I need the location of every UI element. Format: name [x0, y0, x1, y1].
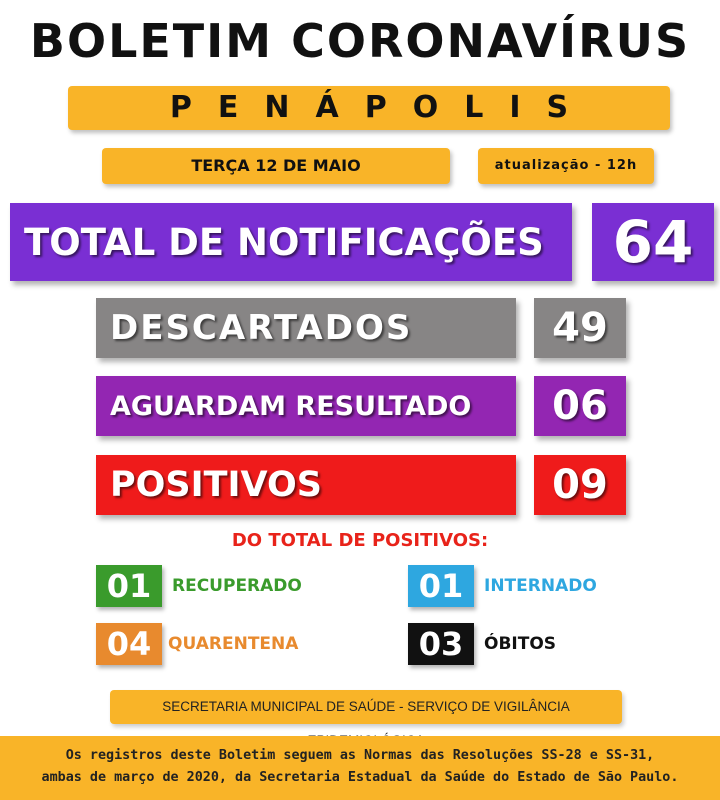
discarded-value: 49	[534, 298, 626, 358]
awaiting-result-label: AGUARDAM RESULTADO	[96, 376, 516, 436]
hospitalized-label: INTERNADO	[484, 576, 597, 596]
recovered-value: 01	[96, 565, 162, 607]
positive-value: 09	[534, 455, 626, 515]
positives-breakdown-heading: DO TOTAL DE POSITIVOS:	[231, 530, 489, 551]
regulation-footer	[0, 736, 720, 800]
regulation-note-line-1: Os registros deste Boletim seguem as Normas das Resoluções SS-28 e SS-31,	[65, 748, 655, 763]
update-time-label: atualização - 12h	[478, 148, 654, 184]
awaiting-result-value: 06	[534, 376, 626, 436]
discarded-label: DESCARTADOS	[96, 298, 516, 358]
recovered-label: RECUPERADO	[172, 576, 302, 596]
health-department-banner: SECRETARIA MUNICIPAL DE SAÚDE - SERVIÇO DE VIGILÂNCIA	[110, 690, 622, 724]
city-banner: PENÁPOLIS	[68, 86, 670, 130]
total-notifications-label: TOTAL DE NOTIFICAÇÕES	[10, 203, 572, 281]
deaths-value: 03	[408, 623, 474, 665]
quarantine-value: 04	[96, 623, 162, 665]
quarantine-label: QUARENTENA	[168, 634, 299, 654]
bulletin-title: BOLETIM CORONAVÍRUS	[29, 14, 691, 68]
deaths-label: ÓBITOS	[484, 634, 557, 654]
date-label: TERÇA 12 DE MAIO	[102, 148, 450, 184]
regulation-note-line-2: ambas de março de 2020, da Secretaria Estadual da Saúde do Estado de São Paulo.	[41, 770, 679, 785]
total-notifications-value: 64	[592, 203, 714, 281]
positive-label: POSITIVOS	[96, 455, 516, 515]
hospitalized-value: 01	[408, 565, 474, 607]
